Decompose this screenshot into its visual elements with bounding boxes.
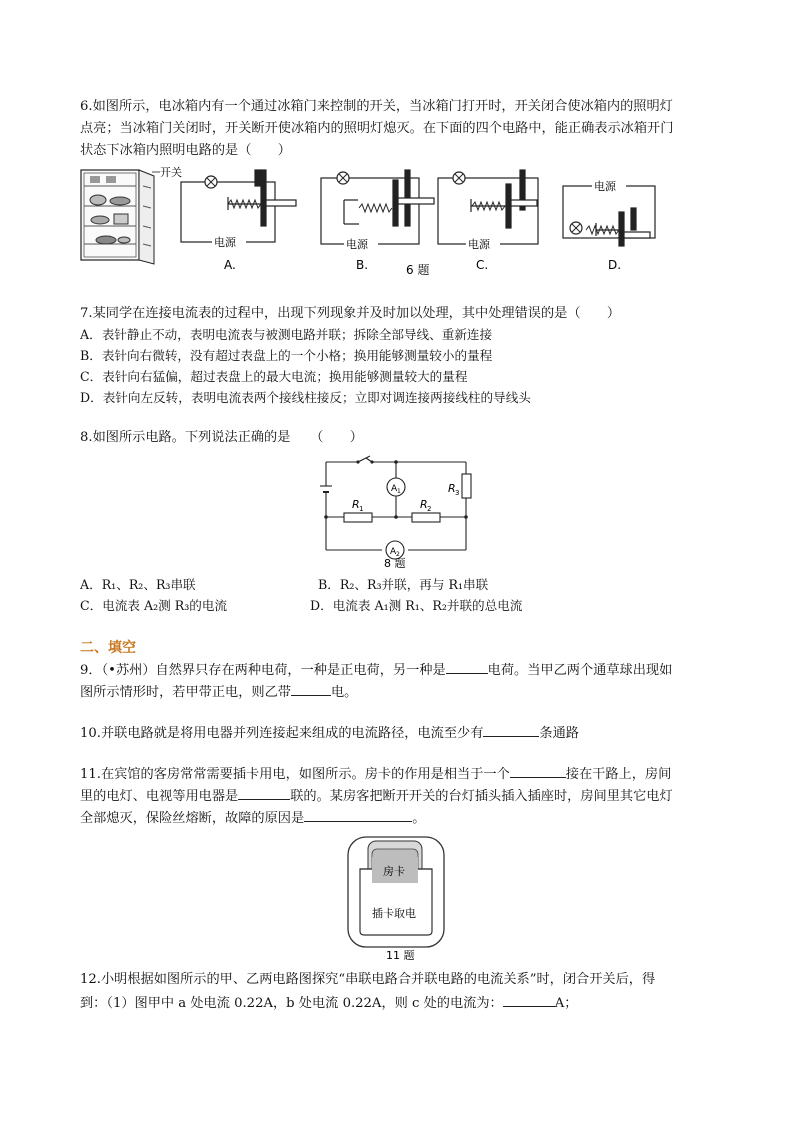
q10-text-a: 10.并联电路就是将用电器并列连接起来组成的电流路径，电流至少有 <box>80 726 484 741</box>
fig6-option-a: A. <box>224 258 236 272</box>
room-card-label: 房卡 <box>383 865 405 878</box>
q8-option-a: A．R₁、R₂、R₃串联 <box>80 577 196 592</box>
q11-room-card-figure <box>346 835 446 963</box>
q9-line-1-text-b: 电荷。当甲乙两个通草球出现如 <box>487 663 673 678</box>
fig6-a-power-label: 电源 <box>214 236 236 249</box>
q11-line-2 <box>80 785 673 807</box>
q9-blank-2[interactable] <box>291 681 331 696</box>
q9-line-2-text-a: 图所示情形时，若甲带正电，则乙带 <box>80 685 291 700</box>
fig6-caption: 6 题 <box>406 263 430 277</box>
q7-stem: 7.某同学在连接电流表的过程中，出现下列现象并及时加以处理，其中处理错误的是（ ） <box>80 306 621 321</box>
q8-circuit-figure <box>318 452 478 570</box>
q11-line-1 <box>80 763 671 785</box>
q11-line-1-text-b: 接在干路上，房间 <box>565 767 672 782</box>
q9-blank-1[interactable] <box>446 659 488 674</box>
q11-fig-caption: 11 题 <box>386 949 415 962</box>
q7-option-b: B．表针向右微转，没有超过表盘上的一个小格；换用能够测量较小的量程 <box>80 348 493 363</box>
q11-line-1-text-a: 11.在宾馆的客房常常需要插卡用电，如图所示。房卡的作用是相当于一个 <box>80 767 510 782</box>
q11-blank-2[interactable] <box>238 785 290 800</box>
q7-option-a: A．表针静止不动，表明电流表与被测电路并联；拆除全部导线、重新连接 <box>80 327 493 342</box>
r1-label: R <box>352 498 360 511</box>
q11-line-3 <box>80 807 425 829</box>
fig6-option-b: B. <box>356 258 369 272</box>
q8-option-b: B．R₂、R₃并联，再与 R₁串联 <box>318 577 489 592</box>
q9-line-2 <box>80 681 357 703</box>
q11-line-2-text-a: 里的电灯、电视等用电器是 <box>80 789 239 804</box>
a2-subscript: 2 <box>396 551 400 558</box>
r2-label: R <box>420 498 428 511</box>
q10-line <box>80 722 579 744</box>
q8-fig-caption: 8 题 <box>384 557 406 570</box>
a1-subscript: 1 <box>397 488 401 495</box>
q9-line-2-text-b: 电。 <box>331 685 358 700</box>
q11-line-3-text-b: 。 <box>412 811 426 826</box>
r2-subscript: 2 <box>427 505 432 513</box>
q7-option-c: C．表针向右猛偏，超过表盘上的最大电流；换用能够测量较大的量程 <box>80 369 468 384</box>
circuit-c <box>438 170 538 244</box>
a1-label: A <box>391 484 398 494</box>
q6-line-1: 6.如图所示，电冰箱内有一个通过冰箱门来控制的开关，当冰箱门打开时，开关闭合使冰箱内的照明灯 <box>80 99 673 114</box>
insert-card-label: 插卡取电 <box>372 907 416 920</box>
q12-blank-1[interactable] <box>503 992 555 1007</box>
r3-subscript: 3 <box>455 489 460 497</box>
q8-option-c: C．电流表 A₂测 R₃的电流 <box>80 598 228 613</box>
q10-text-b: 条通路 <box>539 726 579 741</box>
q8-option-d: D．电流表 A₁测 R₁、R₂并联的总电流 <box>310 598 523 613</box>
r3-label: R <box>448 482 456 495</box>
q12-line-2-text-a: 到：（1）图甲中 a 处电流 0.22A，b 处电流 0.22A，则 c 处的电流为： <box>80 996 503 1011</box>
r1-subscript: 1 <box>359 505 364 513</box>
q6-figure <box>76 162 656 284</box>
q6-line-3: 状态下冰箱内照明电路的是（ ） <box>80 143 291 158</box>
q12-line-1: 12.小明根据如图所示的甲、乙两电路图探究“串联电路合并联电路的电流关系”时，闭合开关后，得 <box>80 972 656 987</box>
fig6-option-d: D. <box>608 258 622 272</box>
circuit-a <box>181 170 296 242</box>
section-title-fill-in: 二、填空 <box>80 640 136 656</box>
q7-option-d: D．表针向左反转，表明电流表两个接线柱接反；立即对调连接两接线柱的导线头 <box>80 390 531 405</box>
fig6-d-power-label: 电源 <box>594 180 616 193</box>
q11-blank-3[interactable] <box>304 807 412 822</box>
q11-line-3-text-a: 全部熄灭，保险丝熔断，故障的原因是 <box>80 811 305 826</box>
fig6-b-power-label: 电源 <box>346 238 368 251</box>
q6-line-2: 点亮；当冰箱门关闭时，开关断开使冰箱内的照明灯熄灭。在下面的四个电路中，能正确表示冰箱开门 <box>80 121 674 136</box>
q9-line-1 <box>80 659 672 681</box>
refrigerator-illustration <box>81 170 160 264</box>
fig6-switch-label: 开关 <box>160 166 182 179</box>
circuit-d <box>563 186 655 246</box>
q11-blank-1[interactable] <box>510 763 566 778</box>
a2-label: A <box>390 547 397 557</box>
q12-line-2 <box>80 992 577 1014</box>
q9-line-1-text-a: 9．（•苏州）自然界只存在两种电荷，一种是正电荷，另一种是 <box>80 663 446 678</box>
fig6-option-c: C. <box>476 258 489 272</box>
q10-blank[interactable] <box>483 722 539 737</box>
q12-line-2-text-b: A； <box>554 996 578 1011</box>
q8-stem: 8.如图所示电路。下列说法正确的是 （ ） <box>80 430 363 445</box>
q11-line-2-text-b: 联的。某房客把断开开关的台灯插头插入插座时，房间里其它电灯 <box>290 789 673 804</box>
fig6-c-power-label: 电源 <box>468 238 490 251</box>
